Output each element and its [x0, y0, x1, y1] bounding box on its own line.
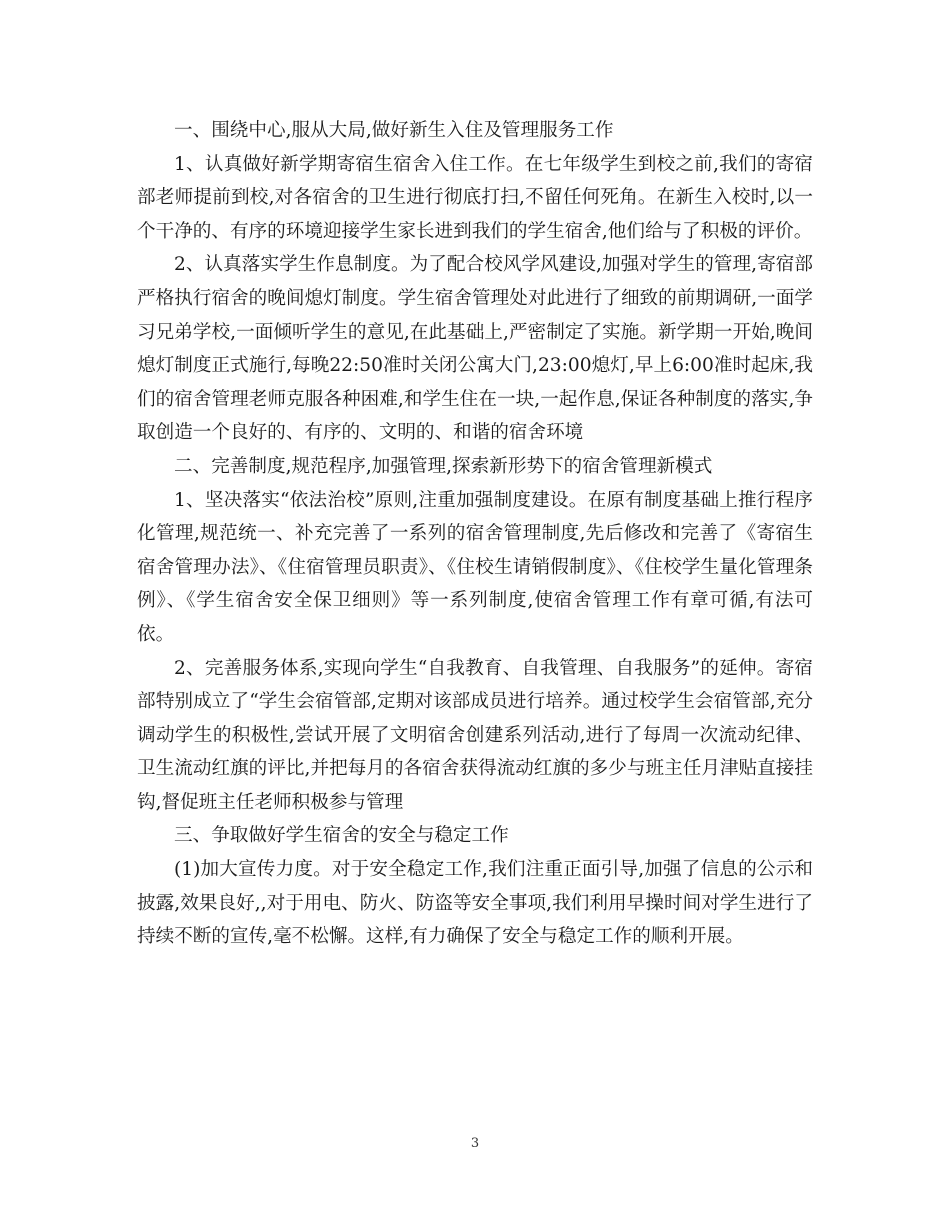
section-heading-1: 一、围绕中心,服从大局,做好新生入住及管理服务工作	[174, 120, 614, 141]
paragraph-2-1: 1、坚决落实“依法治校”原则,注重加强制度建设。在原有制度基础上推行程序化管理,规范统一、补充完善了一系列的宿舍管理制度,先后修改和完善了《寄宿生宿舍管理办法》、《住宿管理员职责》、《住校生请销假制度》、《住校学生量化管理条例》、《学生宿舍安全保卫细则》等一系列制度,使宿舍管理工作有章可循,有法可依。	[137, 489, 813, 645]
section-heading-2: 二、完善制度,规范程序,加强管理,探索新形势下的宿舍管理新模式	[174, 455, 713, 477]
paragraph-1-2: 2、认真落实学生作息制度。为了配合校风学风建设,加强对学生的管理,寄宿部严格执行宿舍的晚间熄灯制度。学生宿舍管理处对此进行了细致的前期调研,一面学习兄弟学校,一面倾听学生的意见,在此基础上,严密制定了实施。新学期一开始,晚间熄灯制度正式施行,每晚22:50准时关闭公寓大门,23:00熄灯,早上6:00准时起床,我们的宿舍管理老师克服各种困难,和学生住在一块,一起作息,保证各种制度的落实,争取创造一个良好的、有序的、文明的、和谐的宿舍环境	[137, 254, 813, 444]
paragraph-1-1: 1、认真做好新学期寄宿生宿舍入住工作。在七年级学生到校之前,我们的寄宿部老师提前到校,对各宿舍的卫生进行彻底打扫,不留任何死角。在新生入校时,以一个干净的、有序的环境迎接学生家长进到我们的学生宿舍,他们给与了积极的评价。	[137, 153, 813, 242]
section-heading-3: 三、争取做好学生宿舍的安全与稳定工作	[174, 825, 509, 847]
page-number: 3	[470, 1136, 480, 1151]
paragraph-3-1: (1)加大宣传力度。对于安全稳定工作,我们注重正面引导,加强了信息的公示和披露,效果良好,,对于用电、防火、防盗等安全事项,我们利用早操时间对学生进行了持续不断的宣传,毫不松懈。这样,有力确保了安全与稳定工作的顺利开展。	[137, 859, 813, 948]
paragraph-2-2: 2、完善服务体系,实现向学生“自我教育、自我管理、自我服务”的延伸。寄宿部特别成立了“学生会宿管部,定期对该部成员进行培养。通过校学生会宿管部,充分调动学生的积极性,尝试开展了文明宿舍创建系列活动,进行了每周一次流动纪律、卫生流动红旗的评比,并把每月的各宿舍获得流动红旗的多少与班主任月津贴直接挂钩,督促班主任老师积极参与管理	[137, 657, 813, 813]
document-body	[137, 114, 813, 954]
